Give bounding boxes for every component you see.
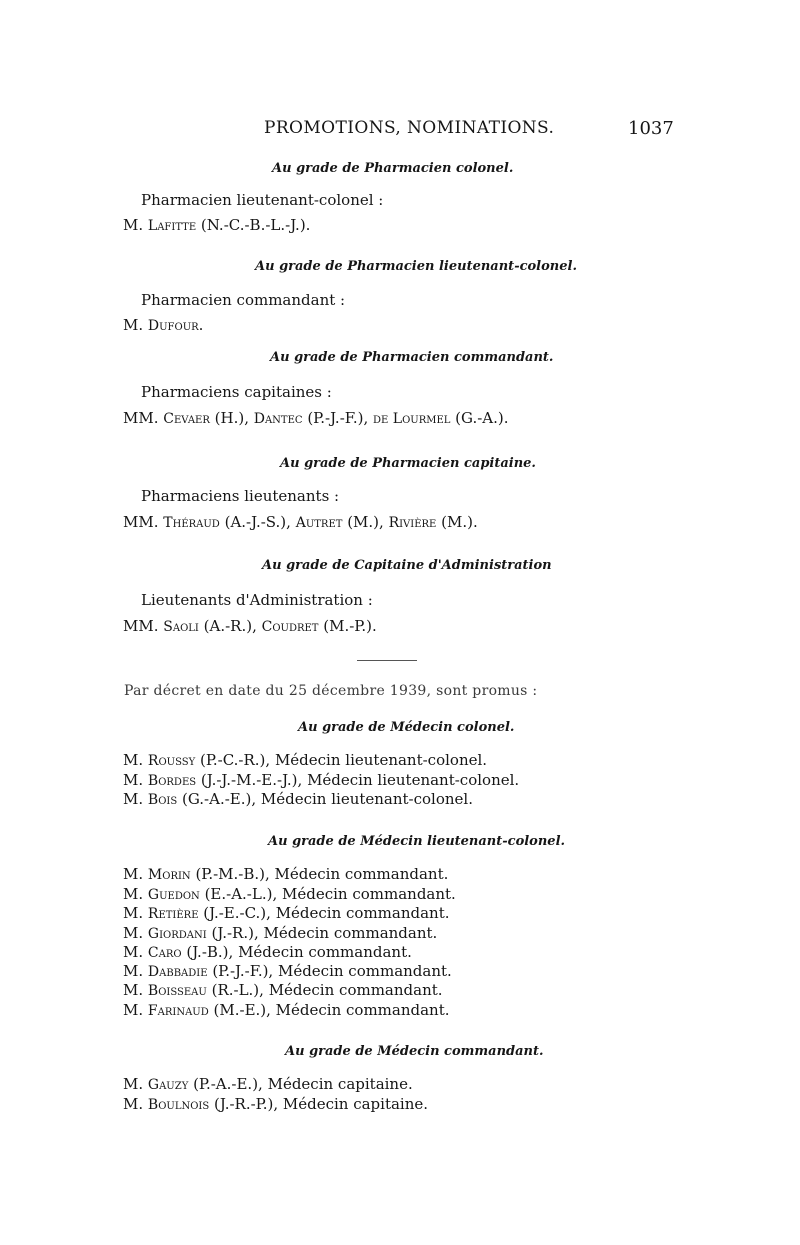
role-line: Pharmaciens lieutenants : [141,487,340,505]
person-details: (M.-E.), Médecin commandant. [208,1001,450,1019]
section-divider [357,660,417,661]
title-prefix: MM. [123,617,164,635]
person-details: (P.-M.-B.), Médecin commandant. [190,865,449,883]
person-surname: Rivière [388,515,437,531]
list-item [123,771,519,789]
person-surname: Dabbadie [147,964,208,980]
page-header [0,118,800,142]
person-initials: (M.). [436,513,478,531]
person-surname: de Lourmel [373,411,451,427]
person-details: (G.-A.-E.), Médecin lieutenant-colonel. [177,790,473,808]
name-line [123,617,377,635]
list-item [123,904,450,922]
section-heading: Au grade de Médecin lieutenant-colonel. [268,834,566,849]
person-surname: Bordes [147,773,197,789]
person-initials: (A.-J.-S.), [219,513,296,531]
list-item [123,1095,428,1113]
title-prefix: M. [123,216,148,234]
running-title: PROMOTIONS, NOMINATIONS. [264,118,555,138]
list-item [123,924,437,942]
person-details: (P.-C.-R.), Médecin lieutenant-colonel. [195,751,488,769]
person-details: (J.-R.-P.), Médecin capitaine. [209,1095,429,1113]
section-heading: Au grade de Pharmacien capitaine. [280,456,536,471]
title-prefix: M. [123,1001,148,1019]
person-surname: Giordani [147,926,207,942]
person-surname: Gauzy [147,1077,189,1093]
role-line: Lieutenants d'Administration : [141,591,373,609]
list-item [123,1001,450,1019]
person-surname: Saoli [163,619,199,635]
title-prefix: MM. [123,409,164,427]
name-line [123,513,478,531]
person-details: (P.-J.-F.), Médecin commandant. [207,962,452,980]
section-heading: Au grade de Pharmacien lieutenant-colonel. [255,259,577,274]
title-prefix: M. [123,981,148,999]
role-line: Pharmacien lieutenant-colonel : [141,191,384,209]
person-initials: (P.-J.-F.), [302,409,373,427]
title-prefix: MM. [123,513,164,531]
title-prefix: M. [123,751,148,769]
title-prefix: M. [123,943,148,961]
person-initials: (M.), [342,513,389,531]
person-initials: (N.-C.-B.-L.-J.). [196,216,311,234]
person-surname: Retière [147,906,199,922]
role-line: Pharmacien commandant : [141,291,346,309]
title-prefix: M. [123,904,148,922]
person-surname: Théraud [163,515,220,531]
person-surname: Morin [147,867,191,883]
page-number: 1037 [628,118,674,139]
person-details: (J.-E.-C.), Médecin commandant. [198,904,450,922]
name-line [123,316,203,334]
person-surname: Dufour [147,318,199,334]
list-item [123,962,452,980]
person-surname: Caro [147,945,182,961]
person-details: (R.-L.), Médecin commandant. [206,981,443,999]
role-line: Pharmaciens capitaines : [141,383,332,401]
section-heading: Au grade de Médecin commandant. [285,1044,544,1059]
person-surname: Lafitte [147,218,197,234]
section-heading: Au grade de Médecin colonel. [298,720,515,735]
person-surname: Dantec [253,411,303,427]
title-prefix: M. [123,1095,148,1113]
list-item [123,865,448,883]
title-prefix: M. [123,1075,148,1093]
section-heading: Au grade de Capitaine d'Administration [262,558,552,573]
person-details: (P.-A.-E.), Médecin capitaine. [188,1075,413,1093]
person-details: (J.-J.-M.-E.-J.), Médecin lieutenant-colonel. [196,771,520,789]
decree-line: Par décret en date du 25 décembre 1939, sont promus : [124,683,538,699]
section-heading: Au grade de Pharmacien commandant. [270,350,554,365]
title-prefix: M. [123,962,148,980]
title-prefix: M. [123,771,148,789]
list-item [123,981,443,999]
person-initials: (H.), [209,409,254,427]
person-details: (J.-B.), Médecin commandant. [181,943,412,961]
person-surname: Bois [147,792,178,808]
title-prefix: M. [123,924,148,942]
person-details: (E.-A.-L.), Médecin commandant. [199,885,456,903]
person-surname: Cevaer [163,411,210,427]
person-initials: . [198,316,204,334]
person-surname: Coudret [261,619,319,635]
list-item [123,943,412,961]
list-item [123,1075,413,1093]
list-item [123,790,473,808]
name-line [123,409,509,427]
person-initials: (G.-A.). [450,409,509,427]
title-prefix: M. [123,316,148,334]
list-item [123,751,487,769]
person-surname: Boisseau [147,983,207,999]
title-prefix: M. [123,885,148,903]
person-initials: (A.-R.), [198,617,262,635]
title-prefix: M. [123,790,148,808]
person-surname: Guedon [147,887,200,903]
person-surname: Boulnois [147,1097,210,1113]
list-item [123,885,456,903]
person-surname: Roussy [147,753,196,769]
person-initials: (M.-P.). [318,617,377,635]
person-surname: Autret [295,515,343,531]
section-heading: Au grade de Pharmacien colonel. [272,161,514,176]
title-prefix: M. [123,865,148,883]
person-surname: Farinaud [147,1003,209,1019]
person-details: (J.-R.), Médecin commandant. [206,924,438,942]
name-line [123,216,310,234]
